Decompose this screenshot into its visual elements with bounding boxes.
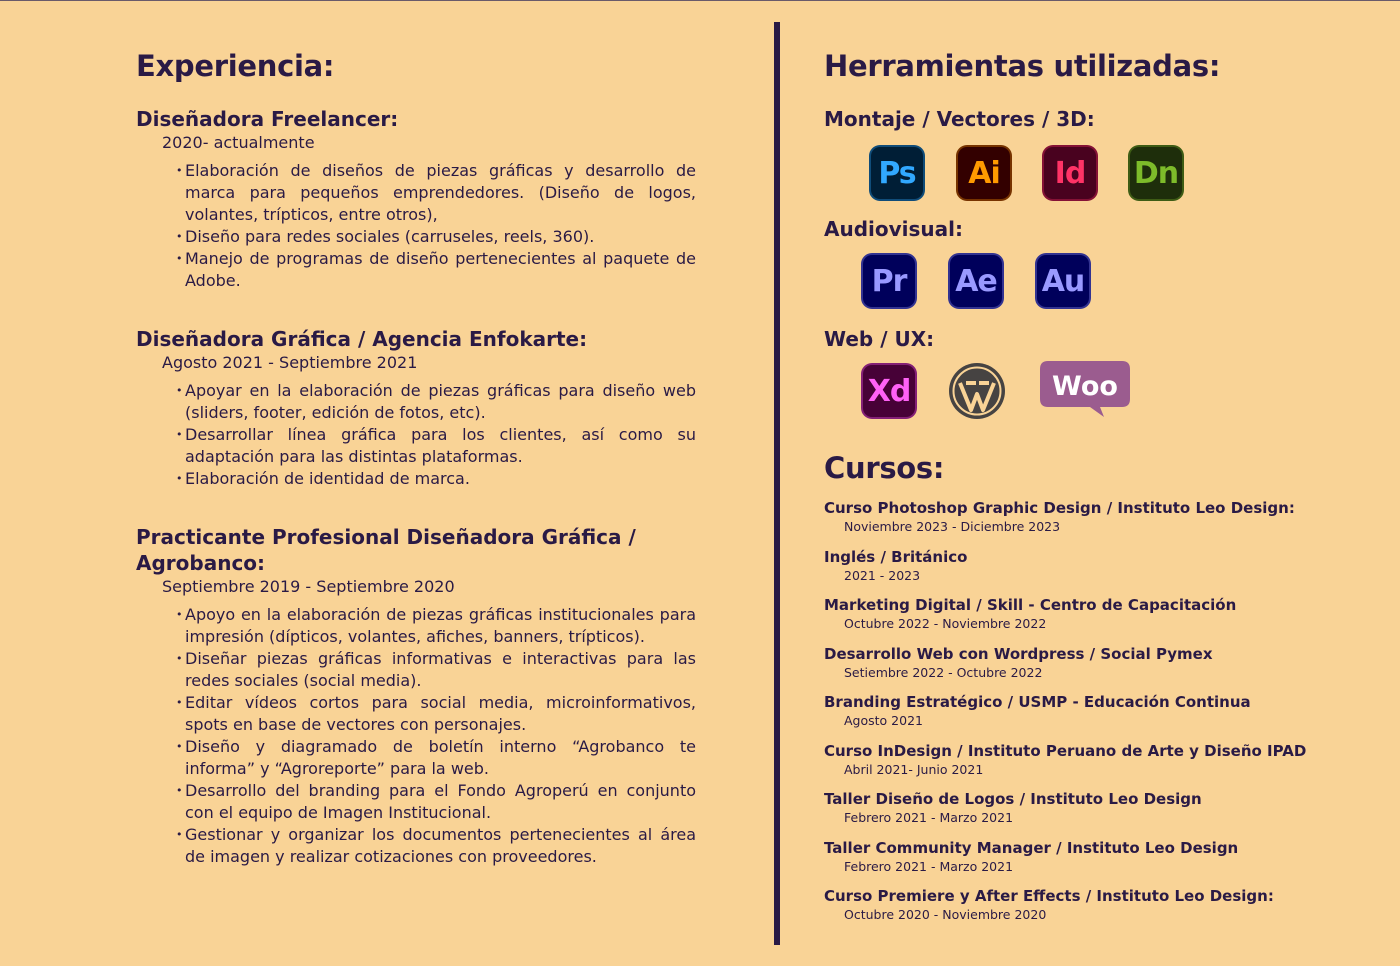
after-effects-icon: Ae	[948, 253, 1004, 309]
course-date: Noviembre 2023 - Diciembre 2023	[844, 519, 1061, 534]
course-date: Setiembre 2022 - Octubre 2022	[844, 664, 1043, 680]
premiere-icon: Pr	[861, 253, 917, 309]
bullet-item: • Apoyar en la elaboración de piezas gráficas para diseño web (sliders, footer, edición de fotos, etc).	[185, 380, 696, 424]
course-item	[824, 595, 1364, 644]
bullet-item: • Editar vídeos cortos para social media, microinformativos, spots en base de vectores con personajes.	[185, 692, 696, 736]
bullet-item: • Diseñar piezas gráficas informativas e interactivas para las redes sociales (social media).	[185, 648, 696, 692]
bullet-item: • Elaboración de diseños de piezas gráficas y desarrollo de marca para pequeños emprendedores. (Diseño de logos, volantes, trípticos, entre otros),	[185, 160, 696, 226]
bullet-item: • Desarrollar línea gráfica para los clientes, así como su adaptación para las distintas plataformas.	[185, 424, 696, 468]
course-name: Desarrollo Web con Wordpress / Social Pymex	[824, 644, 1213, 663]
course-item	[824, 644, 1364, 693]
job-title: Diseñadora Freelancer:	[136, 107, 399, 131]
bullet-item: • Diseño para redes sociales (carruseles, reels, 360).	[185, 226, 696, 248]
illustrator-icon: Ai	[956, 145, 1012, 201]
woocommerce-icon	[1038, 359, 1132, 417]
course-item	[824, 838, 1364, 887]
course-date: Agosto 2021	[844, 713, 923, 728]
course-date: Octubre 2020 - Noviembre 2020	[844, 907, 1047, 922]
tool-group-web-ux	[824, 326, 1364, 436]
bullet-item: • Gestionar y organizar los documentos pertenecientes al área de imagen y realizar cotizaciones con proveedores.	[185, 824, 696, 868]
tool-group-title: Montaje / Vectores / 3D:	[824, 107, 1095, 131]
course-item	[824, 741, 1364, 790]
bullet-item: • Diseño y diagramado de boletín interno “Agrobanco te informa” y “Agroreporte” para la web.	[185, 736, 696, 780]
job-period: Agosto 2021 - Septiembre 2021	[162, 353, 418, 372]
job-period: Septiembre 2019 - Septiembre 2020	[162, 577, 455, 596]
job-title: Practicante Profesional Diseñadora Gráfica / Agrobanco:	[136, 525, 636, 575]
course-name: Branding Estratégico / USMP - Educación Continua	[824, 693, 1251, 711]
course-item	[824, 498, 1364, 547]
course-name: Curso Photoshop Graphic Design / Instituto Leo Design:	[824, 499, 1295, 517]
course-date: Febrero 2021 - Marzo 2021	[844, 858, 1014, 874]
course-item	[824, 547, 1364, 596]
course-name: Curso Premiere y After Effects / Instituto Leo Design:	[824, 887, 1274, 905]
woo-label: Woo	[1052, 371, 1118, 402]
tool-icons-row	[824, 352, 1364, 436]
course-item	[824, 692, 1364, 741]
courses-heading: Cursos:	[824, 451, 945, 485]
audition-icon: Au	[1035, 253, 1091, 309]
job-entry	[136, 326, 736, 490]
course-date: 2021 - 2023	[844, 567, 921, 583]
course-name: Curso InDesign / Instituto Peruano de Arte y Diseño IPAD	[824, 741, 1307, 760]
courses-list	[824, 498, 1364, 935]
job-period: 2020- actualmente	[162, 133, 315, 152]
tools-section	[824, 48, 1364, 935]
job-title: Diseñadora Gráfica / Agencia Enfokarte:	[136, 327, 588, 351]
experience-heading: Experiencia:	[136, 49, 335, 83]
course-date: Abril 2021- Junio 2021	[844, 761, 984, 777]
column-divider	[774, 22, 780, 945]
job-bullets	[185, 160, 696, 292]
indesign-icon: Id	[1042, 145, 1098, 201]
job-bullets	[185, 604, 696, 868]
tool-group-title: Audiovisual:	[824, 217, 964, 241]
tool-icons-row	[824, 242, 1364, 326]
job-bullets	[185, 380, 696, 490]
top-border-line	[0, 0, 1400, 1]
experience-section	[136, 48, 736, 868]
course-item	[824, 789, 1364, 838]
course-name: Marketing Digital / Skill - Centro de Capacitación	[824, 596, 1237, 614]
tools-heading: Herramientas utilizadas:	[824, 49, 1221, 83]
tool-group-montaje	[824, 106, 1364, 216]
xd-icon: Xd	[861, 363, 917, 419]
course-date: Octubre 2022 - Noviembre 2022	[844, 616, 1047, 631]
tool-group-audiovisual	[824, 216, 1364, 326]
course-name: Inglés / Británico	[824, 547, 968, 566]
course-name: Taller Community Manager / Instituto Leo Design	[824, 838, 1239, 857]
dimension-icon: Dn	[1128, 145, 1184, 201]
bullet-item: • Elaboración de identidad de marca.	[185, 468, 696, 490]
course-name: Taller Diseño de Logos / Instituto Leo Design	[824, 790, 1202, 808]
job-entry	[136, 524, 736, 868]
course-item	[824, 886, 1364, 935]
course-date: Febrero 2021 - Marzo 2021	[844, 810, 1014, 825]
wordpress-icon	[948, 362, 1006, 420]
bullet-item: • Apoyo en la elaboración de piezas gráficas institucionales para impresión (dípticos, volantes, afiches, banners, trípticos).	[185, 604, 696, 648]
bullet-item: • Manejo de programas de diseño pertenecientes al paquete de Adobe.	[185, 248, 696, 292]
tool-group-title: Web / UX:	[824, 327, 935, 351]
job-entry	[136, 106, 736, 292]
tool-icons-row	[824, 132, 1364, 216]
photoshop-icon: Ps	[869, 145, 925, 201]
bullet-item: • Desarrollo del branding para el Fondo Agroperú en conjunto con el equipo de Imagen Institucional.	[185, 780, 696, 824]
